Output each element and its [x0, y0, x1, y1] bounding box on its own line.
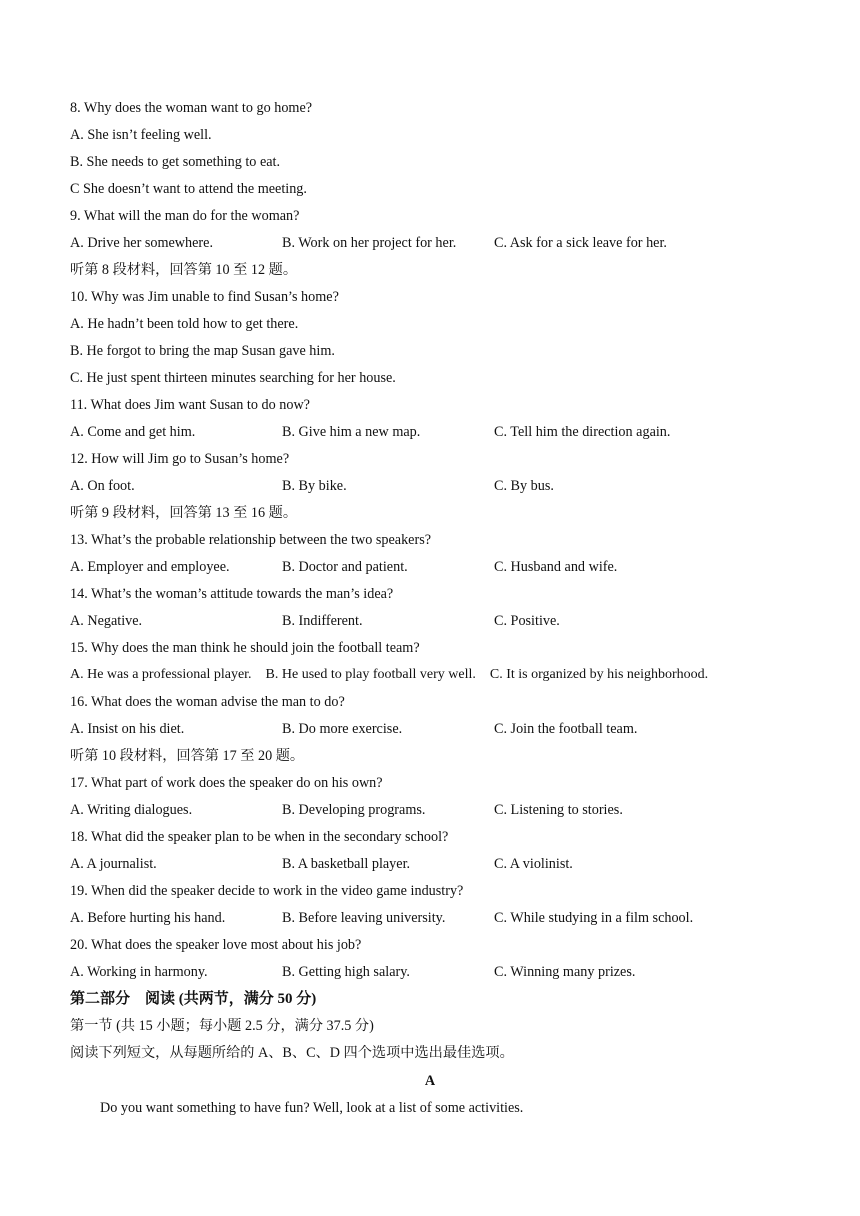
- q8-option-b: B. She needs to get something to eat.: [70, 154, 281, 170]
- q13-option-c: C. Husband and wife.: [494, 559, 618, 575]
- q16-option-c: C. Join the football team.: [494, 721, 638, 737]
- question-17: 17. What part of work does the speaker do on his own?: [70, 775, 383, 791]
- q11-option-b: B. Give him a new map.: [282, 424, 421, 440]
- section-8-instruction: 听第 8 段材料，回答第 10 至 12 题。: [70, 262, 298, 278]
- question-18: 18. What did the speaker plan to be when in the secondary school?: [70, 829, 449, 845]
- q9-option-c: C. Ask for a sick leave for her.: [494, 235, 667, 251]
- q19-option-b: B. Before leaving university.: [282, 910, 446, 926]
- question-15: 15. Why does the man think he should join the football team?: [70, 640, 420, 656]
- q8-option-a: A. She isn’t feeling well.: [70, 127, 212, 143]
- q20-option-c: C. Winning many prizes.: [494, 964, 636, 980]
- q14-option-c: C. Positive.: [494, 613, 560, 629]
- section-9-instruction: 听第 9 段材料，回答第 13 至 16 题。: [70, 505, 298, 521]
- q16-option-a: A. Insist on his diet.: [70, 721, 185, 737]
- q12-option-b: B. By bike.: [282, 478, 347, 494]
- q18-option-c: C. A violinist.: [494, 856, 573, 872]
- passage-first-sentence: Do you want something to have fun? Well, look at a list of some activities.: [100, 1100, 524, 1116]
- question-10: 10. Why was Jim unable to find Susan’s home?: [70, 289, 339, 305]
- q12-option-a: A. On foot.: [70, 478, 135, 494]
- part-2-section-1: 第一节 (共 15 小题；每小题 2.5 分，满分 37.5 分): [70, 1018, 374, 1034]
- q17-option-a: A. Writing dialogues.: [70, 802, 193, 818]
- q14-option-a: A. Negative.: [70, 613, 143, 629]
- question-13: 13. What’s the probable relationship between the two speakers?: [70, 532, 432, 548]
- q14-option-b: B. Indifferent.: [282, 613, 363, 629]
- question-11: 11. What does Jim want Susan to do now?: [70, 397, 310, 413]
- q11-option-a: A. Come and get him.: [70, 424, 196, 440]
- question-16: 16. What does the woman advise the man to do?: [70, 694, 345, 710]
- q18-option-a: A. A journalist.: [70, 856, 157, 872]
- q9-option-a: A. Drive her somewhere.: [70, 235, 214, 251]
- q19-option-c: C. While studying in a film school.: [494, 910, 694, 926]
- q18-option-b: B. A basketball player.: [282, 856, 411, 872]
- question-20: 20. What does the speaker love most about his job?: [70, 937, 362, 953]
- q19-option-a: A. Before hurting his hand.: [70, 910, 226, 926]
- question-12: 12. How will Jim go to Susan’s home?: [70, 451, 290, 467]
- question-8: 8. Why does the woman want to go home?: [70, 100, 313, 116]
- q10-option-a: A. He hadn’t been told how to get there.: [70, 316, 299, 332]
- part-2-title: 第二部分 阅读 (共两节，满分 50 分): [70, 991, 317, 1007]
- question-9: 9. What will the man do for the woman?: [70, 208, 300, 224]
- q16-option-b: B. Do more exercise.: [282, 721, 403, 737]
- q9-option-b: B. Work on her project for her.: [282, 235, 457, 251]
- q13-option-b: B. Doctor and patient.: [282, 559, 408, 575]
- q8-option-c: C She doesn’t want to attend the meeting.: [70, 181, 307, 197]
- q13-option-a: A. Employer and employee.: [70, 559, 230, 575]
- q17-option-c: C. Listening to stories.: [494, 802, 623, 818]
- q15-options: A. He was a professional player. B. He used to play football very well. C. It is organized by his neighborhood.: [70, 667, 709, 682]
- q10-option-c: C. He just spent thirteen minutes searching for her house.: [70, 370, 396, 386]
- question-19: 19. When did the speaker decide to work in the video game industry?: [70, 883, 464, 899]
- q12-option-c: C. By bus.: [494, 478, 554, 494]
- q11-option-c: C. Tell him the direction again.: [494, 424, 671, 440]
- section-10-instruction: 听第 10 段材料，回答第 17 至 20 题。: [70, 748, 305, 764]
- question-14: 14. What’s the woman’s attitude towards the man’s idea?: [70, 586, 394, 602]
- part-2-instruction: 阅读下列短文，从每题所给的 A、B、C、D 四个选项中选出最佳选项。: [70, 1045, 514, 1061]
- q20-option-a: A. Working in harmony.: [70, 964, 208, 980]
- passage-label: A: [424, 1073, 436, 1089]
- q17-option-b: B. Developing programs.: [282, 802, 426, 818]
- q20-option-b: B. Getting high salary.: [282, 964, 410, 980]
- q10-option-b: B. He forgot to bring the map Susan gave him.: [70, 343, 335, 359]
